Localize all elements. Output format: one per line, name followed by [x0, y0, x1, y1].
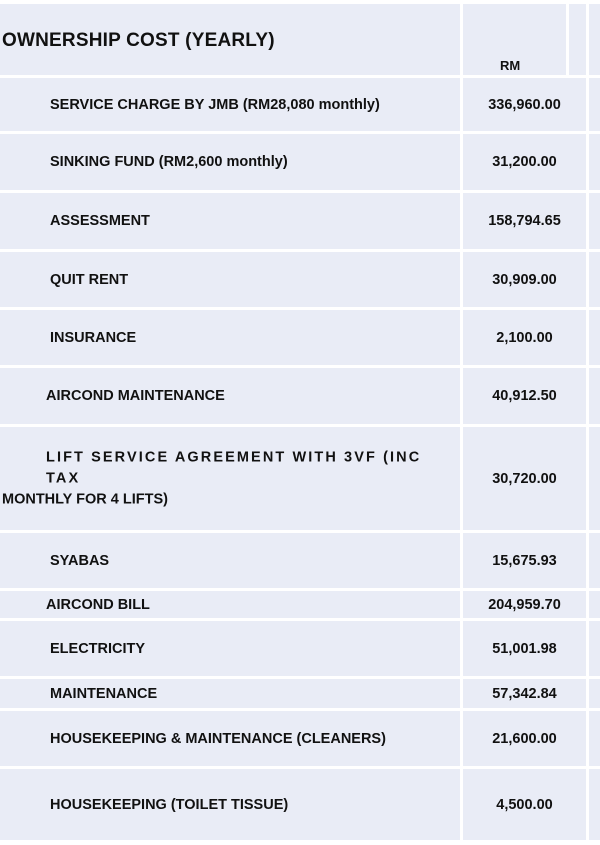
cost-item-label-line2: MONTHLY FOR 4 LIFTS): [2, 491, 168, 507]
page-title: OWNERSHIP COST (YEARLY): [2, 30, 275, 51]
cost-item-value: 31,200.00: [492, 154, 557, 170]
table-row: [0, 591, 600, 618]
table-row: [0, 427, 600, 530]
cost-item-value: 4,500.00: [496, 796, 553, 813]
table-row: [0, 134, 600, 190]
cost-item-value: 336,960.00: [488, 96, 561, 113]
table-row: [0, 679, 600, 708]
cost-item-label: SERVICE CHARGE BY JMB (RM28,080 monthly): [50, 96, 380, 113]
cost-item-label: AIRCOND BILL: [46, 596, 150, 613]
currency-unit-label: RM: [500, 58, 521, 73]
cost-item-value: 30,909.00: [492, 271, 557, 288]
cost-item-label: HOUSEKEEPING (TOILET TISSUE): [50, 796, 289, 813]
cost-item-label: SINKING FUND (RM2,600 monthly): [50, 154, 288, 170]
cost-item-value: 2,100.00: [496, 329, 553, 346]
table-row: [0, 310, 600, 365]
cost-item-value: 21,600.00: [492, 730, 557, 747]
table-row: [0, 193, 600, 249]
table-row: [0, 533, 600, 588]
cost-item-label: INSURANCE: [50, 329, 137, 346]
cost-item-value: 15,675.93: [492, 552, 557, 569]
cost-item-label: HOUSEKEEPING & MAINTENANCE (CLEANERS): [50, 730, 386, 747]
cost-item-label: [2, 447, 460, 510]
cost-item-value: 57,342.84: [492, 685, 557, 702]
cost-item-label: MAINTENANCE: [50, 685, 158, 702]
cost-item-label: QUIT RENT: [50, 271, 129, 288]
cost-item-value: 51,001.98: [492, 640, 557, 657]
cost-item-label: SYABAS: [50, 552, 110, 569]
cost-item-label: ELECTRICITY: [50, 640, 146, 657]
cost-item-value: 30,720.00: [492, 470, 557, 487]
table-row: [0, 368, 600, 424]
cost-item-value: 40,912.50: [492, 388, 557, 404]
cost-item-value: 204,959.70: [488, 596, 561, 613]
cost-item-label-line1: LIFT SERVICE AGREEMENT WITH 3VF (INC TAX: [46, 449, 422, 486]
table-row: [0, 78, 600, 131]
table-row: [0, 621, 600, 676]
header-blank-cell: [569, 4, 586, 75]
cost-item-label: ASSESSMENT: [50, 213, 150, 229]
table-row: [0, 769, 600, 840]
cost-item-value: 158,794.65: [488, 213, 561, 229]
table-row: [0, 252, 600, 307]
header-edge-cell: [589, 4, 600, 75]
cost-item-label: AIRCOND MAINTENANCE: [46, 388, 225, 404]
table-row: [0, 711, 600, 766]
